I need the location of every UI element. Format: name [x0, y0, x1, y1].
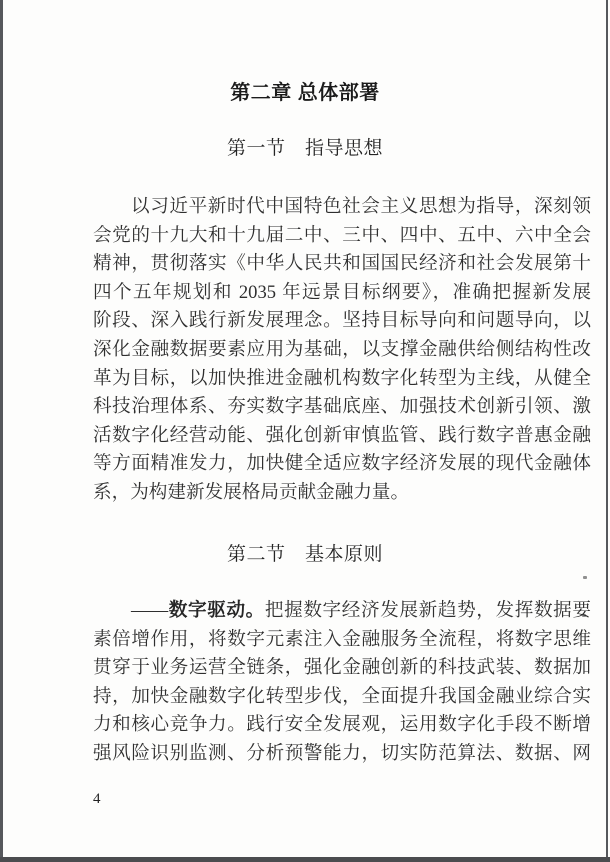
text-span: 把握数字经济发展新趋势，发挥数据要 — [264, 600, 591, 621]
text-line: 力和核心竞争力。践行安全发展观，运用数字化手段不断增 — [93, 714, 591, 736]
scan-edge-left — [0, 0, 3, 862]
text-line: 科技治理体系、夯实数字基础底座、加强技术创新引领、激 — [93, 396, 591, 418]
scan-speck — [583, 576, 587, 579]
text-line: 精神，贯彻落实《中华人民共和国国民经济和社会发展第十 — [93, 253, 591, 275]
text-line: 深化金融数据要素应用为基础，以支撑金融供给侧结构性改 — [93, 338, 591, 360]
text-line: 持，加快金融数字化转型步伐，全面提升我国金融业综合实 — [93, 685, 591, 707]
chapter-title: 第二章 总体部署 — [230, 82, 380, 104]
page-number: 4 — [93, 791, 101, 807]
text-line: 素倍增作用，将数字元素注入金融服务全流程，将数字思维 — [93, 628, 591, 650]
text-line: 强风险识别监测、分析预警能力，切实防范算法、数据、网 — [93, 742, 591, 764]
text-line: 四个五年规划和 2035 年远景目标纲要》，准确把握新发展 — [93, 281, 591, 303]
paragraph-basic-principles — [93, 597, 591, 769]
text-line: 等方面精准发力，加快健全适应数字经济发展的现代金融体 — [93, 453, 591, 475]
text-line: 以习近平新时代中国特色社会主义思想为指导，深刻领 — [131, 196, 591, 217]
scan-edge-bottom — [0, 857, 610, 862]
text-line — [93, 597, 591, 626]
text-line: 革为目标，以加快推进金融机构数字化转型为主线，从健全 — [93, 367, 591, 389]
em-dash: —— — [131, 600, 169, 621]
text-line: 活数字化经营动能、强化创新审慎监管、践行数字普惠金融 — [93, 424, 591, 446]
text-line: 贯穿于业务运营全链条，强化金融创新的科技武装、数据加 — [93, 657, 591, 679]
principle-term: 数字驱动。 — [168, 600, 265, 621]
paragraph-guiding-ideology — [93, 193, 591, 508]
text-line: 会党的十九大和十九届二中、三中、四中、五中、六中全会 — [93, 224, 591, 246]
scan-edge-right — [606, 0, 608, 862]
text-line: 系，为构建新发展格局贡献金融力量。 — [93, 481, 410, 503]
text-line: 阶段、深入践行新发展理念。坚持目标导向和问题导向，以 — [93, 310, 591, 332]
section-2-title: 第二节 基本原则 — [226, 544, 383, 565]
section-1-title: 第一节 指导思想 — [226, 138, 383, 159]
